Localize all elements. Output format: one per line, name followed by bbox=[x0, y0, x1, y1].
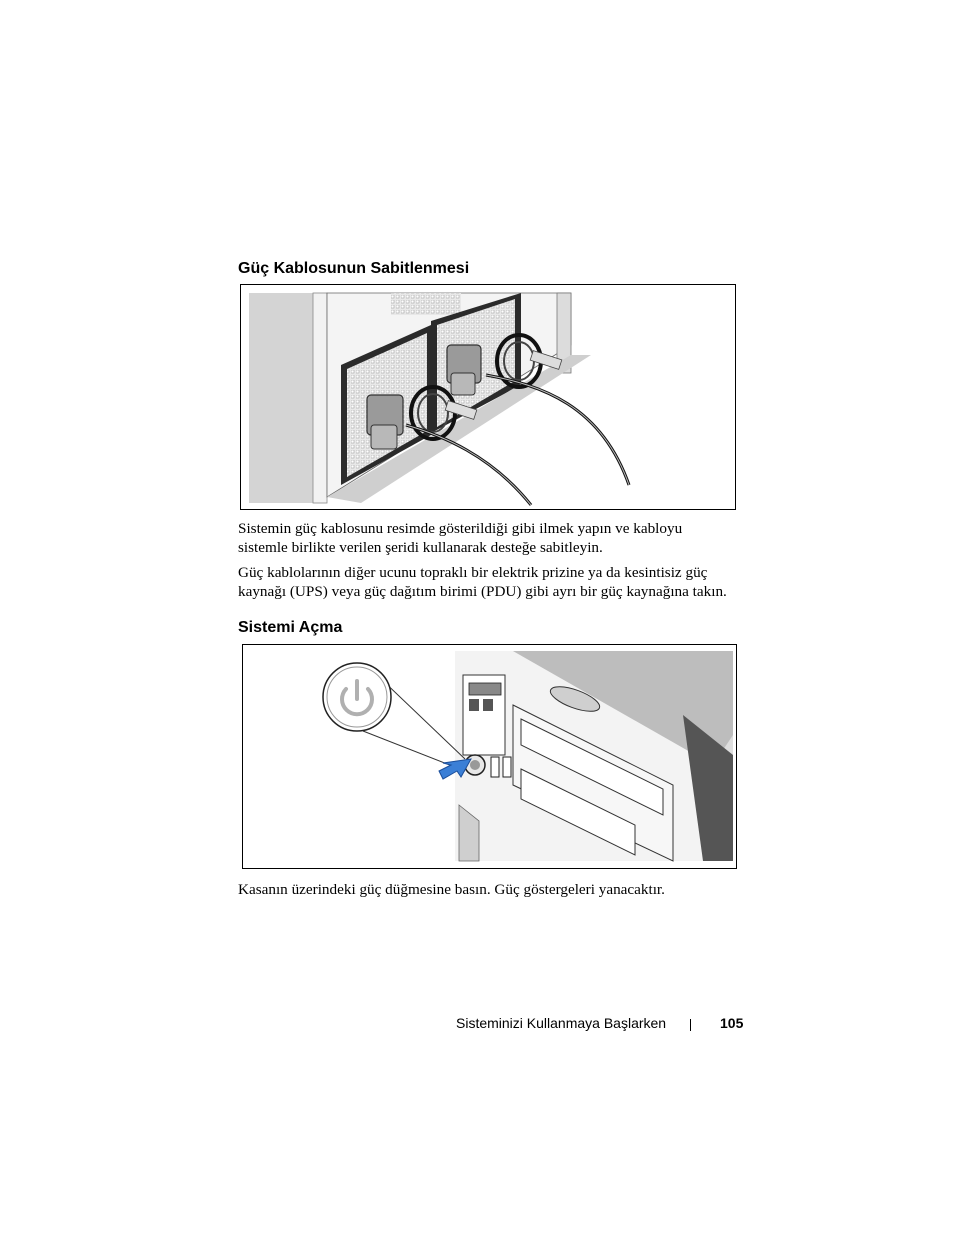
text-line: Sistemin güç kablosunu resimde gösterildiği gibi ilmek yapın ve kabloyu bbox=[238, 520, 683, 537]
power-on-paragraph: Kasanın üzerindeki güç düğmesine basın. Güç göstergeleri yanacaktır. bbox=[238, 881, 665, 898]
page-footer bbox=[456, 1015, 746, 1035]
power-button-illustration bbox=[243, 645, 736, 868]
section-heading-power-cable: Güç Kablosunun Sabitlenmesi bbox=[238, 260, 470, 277]
power-button-figure bbox=[242, 644, 737, 869]
footer-title: Sisteminizi Kullanmaya Başlarken bbox=[456, 1015, 667, 1031]
power-cable-paragraph-2 bbox=[238, 563, 748, 601]
section-heading-power-on: Sistemi Açma bbox=[238, 619, 343, 636]
page-number: 105 bbox=[720, 1015, 744, 1031]
text-line: Güç kablolarının diğer ucunu topraklı bir elektrik prizine ya da kesintisiz güç bbox=[238, 564, 708, 581]
text-line: sistemle birlikte verilen şeridi kullanarak desteğe sabitleyin. bbox=[238, 539, 603, 556]
power-cable-paragraph-1 bbox=[238, 519, 748, 557]
power-cable-figure bbox=[240, 284, 736, 510]
text-line: kaynağı (UPS) veya güç dağıtım birimi (PDU) gibi ayrı bir güç kaynağına takın. bbox=[238, 583, 727, 600]
footer-separator bbox=[690, 1019, 691, 1031]
power-cable-illustration bbox=[241, 285, 735, 509]
